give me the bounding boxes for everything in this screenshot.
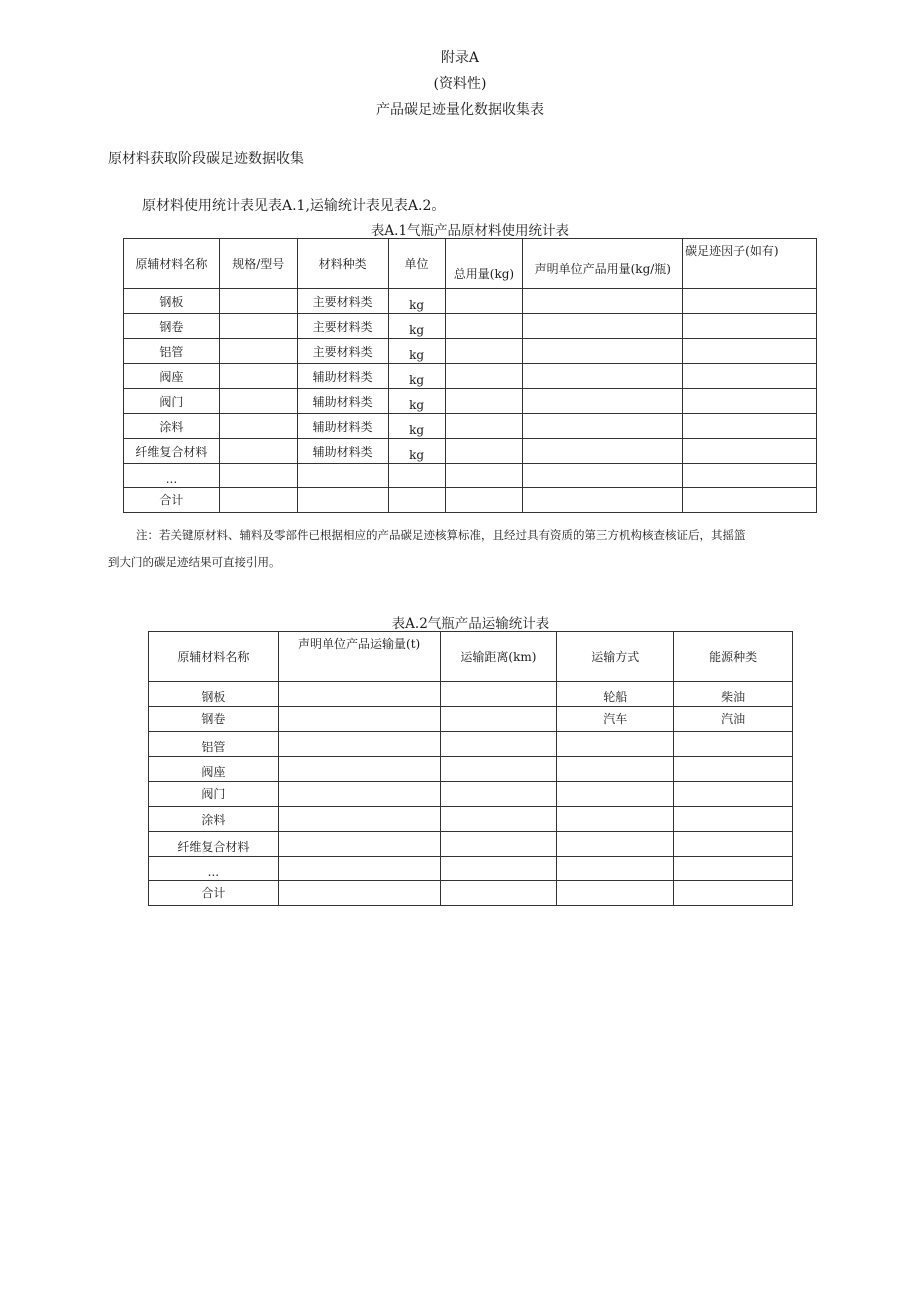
table2-mode-cell bbox=[557, 807, 674, 832]
table2-empty-cell bbox=[440, 832, 557, 857]
table2-name-cell: 铝管 bbox=[149, 732, 279, 757]
table1-unit-cell: kg bbox=[388, 314, 445, 339]
table-row bbox=[149, 707, 793, 732]
transport-table bbox=[148, 631, 793, 906]
intro-paragraph: 原材料使用统计表见表A.1,运输统计表见表A.2。 bbox=[142, 198, 446, 214]
table1-type-cell bbox=[297, 464, 388, 488]
table1-header-cell: 碳足迹因子(如有) bbox=[683, 239, 817, 289]
table2-mode-cell bbox=[557, 732, 674, 757]
table1-header-row bbox=[124, 239, 817, 289]
table2-name-cell: ... bbox=[149, 857, 279, 881]
table-row bbox=[149, 757, 793, 782]
table1-empty-cell bbox=[683, 439, 817, 464]
table2-name-cell: 阀门 bbox=[149, 782, 279, 807]
table2-empty-cell bbox=[440, 857, 557, 881]
table1-empty-cell bbox=[683, 389, 817, 414]
table1-empty-cell bbox=[523, 364, 683, 389]
table1-empty-cell bbox=[445, 339, 523, 364]
table1-header-cell bbox=[445, 244, 523, 294]
table2-energy-cell bbox=[674, 832, 793, 857]
table2-name-cell: 涂料 bbox=[149, 807, 279, 832]
table1-empty-cell bbox=[445, 314, 523, 339]
table2-header-cell: 运输距离(km) bbox=[440, 632, 557, 682]
table1-empty-cell bbox=[445, 364, 523, 389]
table2-empty-cell bbox=[440, 707, 557, 732]
table1-name-cell: 阀门 bbox=[124, 389, 220, 414]
table1-unit-cell bbox=[388, 488, 445, 513]
table1-spec-cell bbox=[219, 339, 297, 364]
table2-empty-cell bbox=[278, 782, 440, 807]
table1-spec-cell bbox=[219, 289, 297, 314]
table1-empty-cell bbox=[445, 464, 523, 488]
table1-header-cell bbox=[523, 239, 683, 289]
table1-spec-cell bbox=[219, 364, 297, 389]
table2-name-cell: 钢板 bbox=[149, 682, 279, 707]
table1-unit-cell: kg bbox=[388, 289, 445, 314]
table1-spec-cell bbox=[219, 414, 297, 439]
table-row bbox=[149, 832, 793, 857]
table1-unit-cell: kg bbox=[388, 439, 445, 464]
table-row bbox=[149, 682, 793, 707]
table1-type-cell: 主要材料类 bbox=[297, 289, 388, 314]
table1-name-cell: 合计 bbox=[124, 488, 220, 513]
table1-unit-cell: kg bbox=[388, 414, 445, 439]
table2-mode-cell bbox=[557, 782, 674, 807]
table1-header-text: 声明单位产品用量(kg/瓶) bbox=[534, 262, 671, 276]
table1-empty-cell bbox=[683, 464, 817, 488]
table2-mode-cell: 轮船 bbox=[557, 682, 674, 707]
table2-header-cell: 能源种类 bbox=[674, 632, 793, 682]
table1-name-cell: ... bbox=[124, 464, 220, 488]
table1-empty-cell bbox=[683, 414, 817, 439]
table1-type-cell: 辅助材料类 bbox=[297, 414, 388, 439]
table1-empty-cell bbox=[445, 414, 523, 439]
table1-empty-cell bbox=[683, 289, 817, 314]
table1-empty-cell bbox=[683, 339, 817, 364]
table2-empty-cell bbox=[278, 757, 440, 782]
table2-energy-cell bbox=[674, 757, 793, 782]
table2-energy-cell: 汽油 bbox=[674, 707, 793, 732]
table1-spec-cell bbox=[219, 314, 297, 339]
table2-empty-cell bbox=[440, 757, 557, 782]
table-row bbox=[124, 439, 817, 464]
table-row bbox=[149, 732, 793, 757]
table2-header-row bbox=[149, 632, 793, 682]
table1-empty-cell bbox=[523, 339, 683, 364]
table1-empty-cell bbox=[445, 488, 523, 513]
appendix-label: 附录A bbox=[440, 50, 480, 66]
table2-empty-cell bbox=[440, 682, 557, 707]
table1-name-cell: 钢卷 bbox=[124, 314, 220, 339]
table1-type-cell: 主要材料类 bbox=[297, 314, 388, 339]
note-line: 到大门的碳足迹结果可直接引用。 bbox=[108, 555, 281, 569]
table2-name-cell: 阀座 bbox=[149, 757, 279, 782]
table-row bbox=[124, 464, 817, 488]
table2-energy-cell bbox=[674, 881, 793, 906]
table1-name-cell: 钢板 bbox=[124, 289, 220, 314]
table1-type-cell bbox=[297, 488, 388, 513]
table2-name-cell: 纤维复合材料 bbox=[149, 832, 279, 857]
table2-empty-cell bbox=[440, 782, 557, 807]
table2-energy-cell bbox=[674, 807, 793, 832]
table2-caption: 表A.2气瓶产品运输统计表 bbox=[391, 616, 550, 632]
table2-empty-cell bbox=[440, 732, 557, 757]
table1-header-cell: 规格/型号 bbox=[219, 239, 297, 289]
table-row bbox=[149, 807, 793, 832]
table2-mode-cell bbox=[557, 857, 674, 881]
table1-spec-cell bbox=[219, 439, 297, 464]
table-row bbox=[149, 782, 793, 807]
table1-note bbox=[108, 522, 828, 576]
table1-empty-cell bbox=[683, 488, 817, 513]
table2-empty-cell bbox=[278, 807, 440, 832]
table1-spec-cell bbox=[219, 488, 297, 513]
appendix-title: 产品碳足迹量化数据收集表 bbox=[376, 102, 544, 118]
table-row bbox=[124, 389, 817, 414]
table2-header-cell: 声明单位产品运输量(t) bbox=[278, 632, 440, 682]
table-row bbox=[124, 414, 817, 439]
table2-mode-cell bbox=[557, 757, 674, 782]
table1-empty-cell bbox=[683, 314, 817, 339]
table1-type-cell: 辅助材料类 bbox=[297, 389, 388, 414]
table2-empty-cell bbox=[278, 707, 440, 732]
table1-empty-cell bbox=[523, 414, 683, 439]
table1-name-cell: 涂料 bbox=[124, 414, 220, 439]
table-row bbox=[149, 857, 793, 881]
table2-empty-cell bbox=[278, 881, 440, 906]
table1-empty-cell bbox=[523, 314, 683, 339]
table2-name-cell: 钢卷 bbox=[149, 707, 279, 732]
table2-empty-cell bbox=[278, 832, 440, 857]
table-row bbox=[124, 488, 817, 513]
table2-energy-cell bbox=[674, 782, 793, 807]
table2-energy-cell bbox=[674, 857, 793, 881]
table2-empty-cell bbox=[278, 732, 440, 757]
table1-caption: 表A.1气瓶产品原材料使用统计表 bbox=[370, 223, 570, 239]
table1-empty-cell bbox=[523, 464, 683, 488]
table1-unit-cell: kg bbox=[388, 339, 445, 364]
note-line: 注：若关键原材料、辅料及零部件已根据相应的产品碳足迹核算标准，且经过具有资质的第三方机构核查核证后，其摇篮 bbox=[136, 528, 746, 542]
table-row bbox=[124, 314, 817, 339]
table1-unit-cell: kg bbox=[388, 364, 445, 389]
table2-energy-cell bbox=[674, 732, 793, 757]
table2-header-cell: 原辅材料名称 bbox=[149, 632, 279, 682]
table-row bbox=[124, 364, 817, 389]
table2-energy-cell: 柴油 bbox=[674, 682, 793, 707]
table-row bbox=[149, 881, 793, 906]
table1-empty-cell bbox=[523, 289, 683, 314]
table2-mode-cell bbox=[557, 881, 674, 906]
table1-type-cell: 主要材料类 bbox=[297, 339, 388, 364]
table2-empty-cell bbox=[278, 682, 440, 707]
table2-mode-cell bbox=[557, 832, 674, 857]
appendix-nature: (资料性) bbox=[433, 76, 487, 92]
table-row bbox=[124, 339, 817, 364]
table1-name-cell: 铝管 bbox=[124, 339, 220, 364]
section-title: 原材料获取阶段碳足迹数据收集 bbox=[108, 151, 304, 167]
table1-header-cell: 原辅材料名称 bbox=[124, 239, 220, 289]
table1-name-cell: 纤维复合材料 bbox=[124, 439, 220, 464]
table1-name-cell: 阀座 bbox=[124, 364, 220, 389]
table1-type-cell: 辅助材料类 bbox=[297, 439, 388, 464]
table2-name-cell: 合计 bbox=[149, 881, 279, 906]
table1-header-cell: 单位 bbox=[388, 239, 445, 289]
table1-empty-cell bbox=[523, 439, 683, 464]
table2-empty-cell bbox=[278, 857, 440, 881]
table2-mode-cell: 汽车 bbox=[557, 707, 674, 732]
table2-empty-cell bbox=[440, 881, 557, 906]
table1-empty-cell bbox=[445, 439, 523, 464]
table1-empty-cell bbox=[523, 488, 683, 513]
table1-spec-cell bbox=[219, 464, 297, 488]
table1-empty-cell bbox=[445, 389, 523, 414]
table1-header-text: 总用量(kg) bbox=[453, 267, 515, 281]
table1-empty-cell bbox=[523, 389, 683, 414]
table1-empty-cell bbox=[683, 364, 817, 389]
table1-header-cell: 材料种类 bbox=[297, 239, 388, 289]
raw-material-table bbox=[123, 238, 817, 513]
table1-type-cell: 辅助材料类 bbox=[297, 364, 388, 389]
table1-unit-cell bbox=[388, 464, 445, 488]
table1-unit-cell: kg bbox=[388, 389, 445, 414]
table2-header-cell: 运输方式 bbox=[557, 632, 674, 682]
table2-empty-cell bbox=[440, 807, 557, 832]
table1-spec-cell bbox=[219, 389, 297, 414]
